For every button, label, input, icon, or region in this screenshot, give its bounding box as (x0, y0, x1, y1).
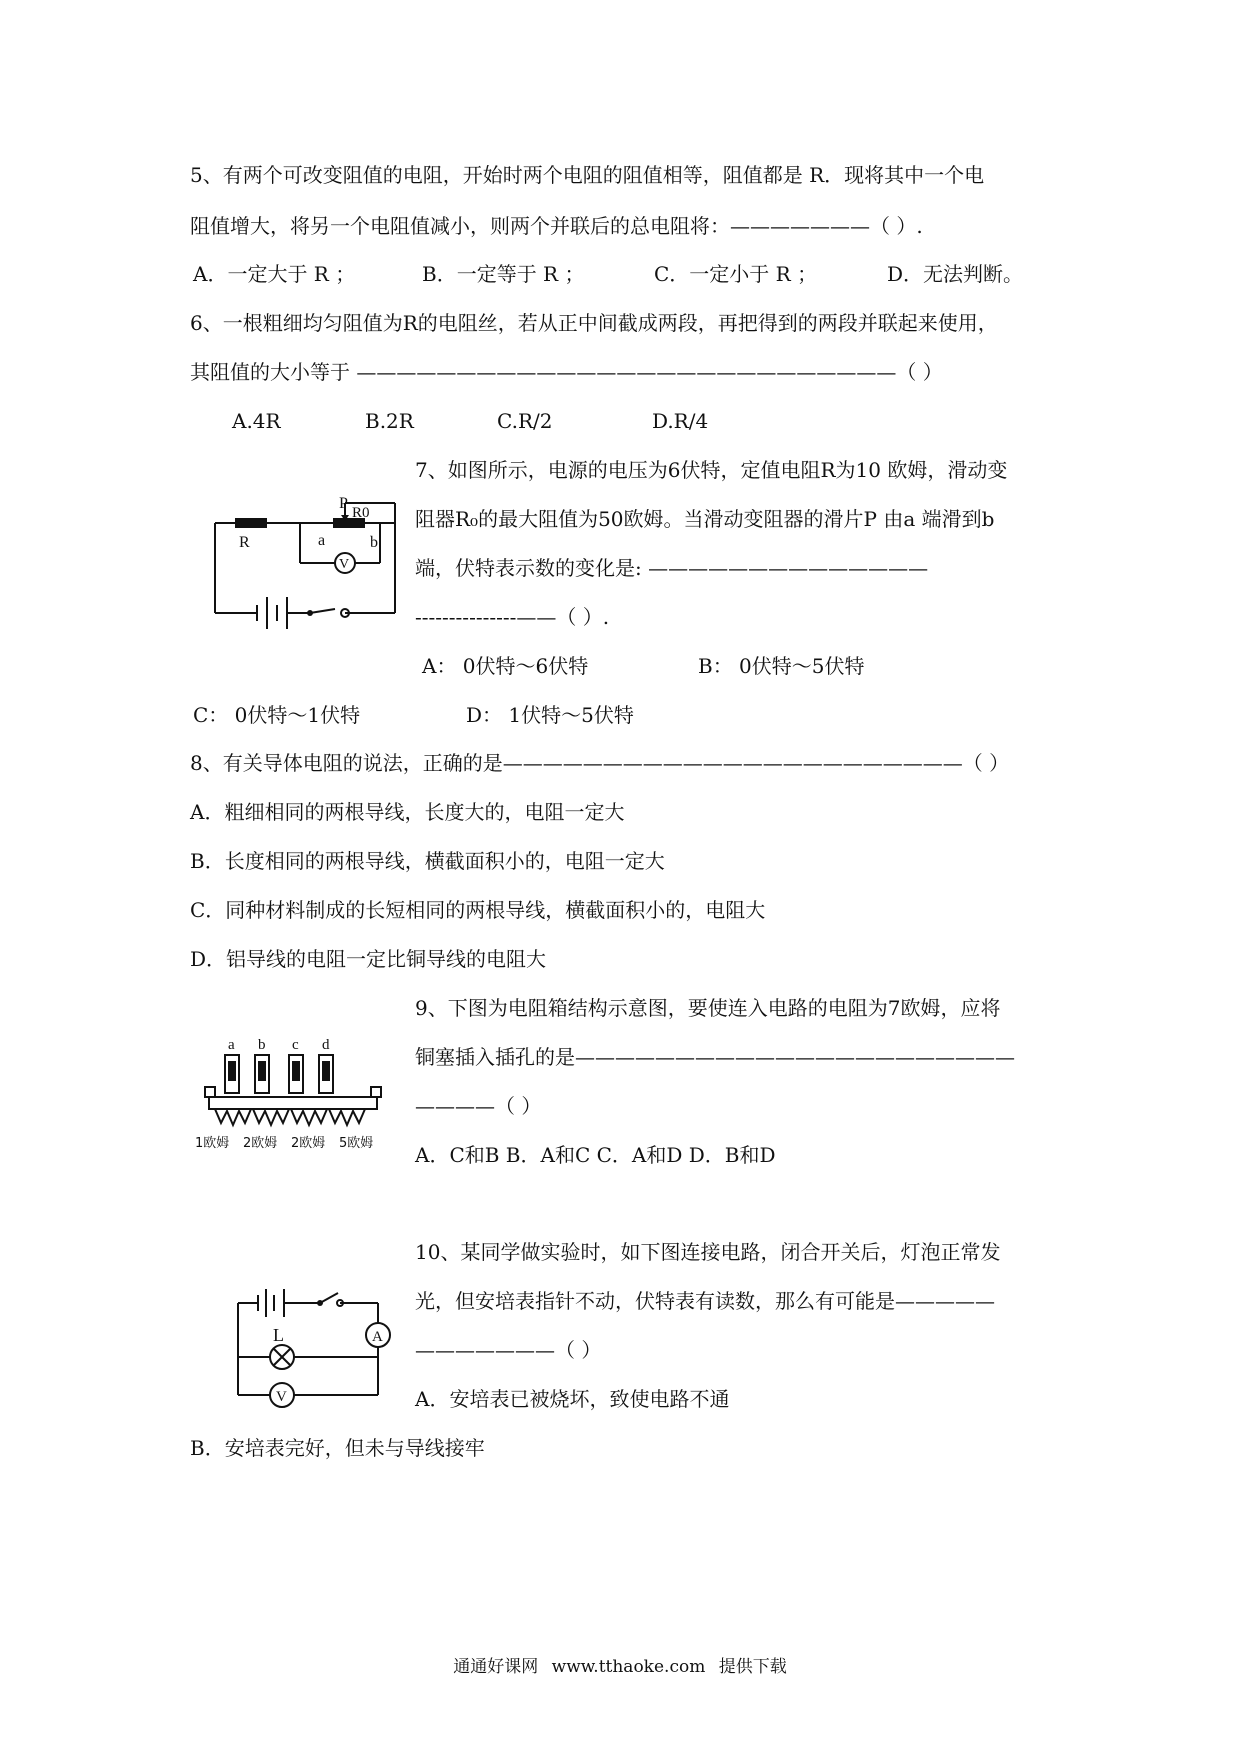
q10-line-2: 光，但安培表指针不动，伏特表有读数，那么有可能是————— (415, 1289, 995, 1313)
q9-resistor-value-3: 2欧姆 (291, 1136, 326, 1151)
q9-label-b: b (258, 1037, 266, 1053)
q5-line-1: 5、有两个可改变阻值的电阻，开始时两个电阻的阻值相等，阻值都是 R．现将其中一个电 (190, 163, 985, 187)
q8-line-1: 8、有关导体电阻的说法，正确的是———————————————————————（ ） (190, 751, 1010, 775)
q7-voltmeter-label: V (339, 557, 350, 572)
q10-voltmeter-label: V (276, 1389, 287, 1405)
q6-option-b: B.2R (365, 409, 414, 433)
q7-line-2: 阻器R₀的最大阻值为50欧姆。当滑动变阻器的滑片P 由a 端滑到b (415, 507, 995, 531)
q10-label-l: L (273, 1325, 284, 1345)
q9-label-a: a (228, 1037, 235, 1053)
q5-option-d: D．无法判断。 (887, 262, 1024, 286)
q9-resistor-value-1: 1欧姆 (195, 1136, 230, 1151)
q9-line-1: 9、下图为电阻箱结构示意图，要使连入电路的电阻为7欧姆，应将 (415, 996, 1001, 1020)
footer-site-name: 通通好课网 (453, 1657, 539, 1677)
q7-label-r0: R0 (352, 505, 370, 521)
q9-label-c: c (292, 1037, 299, 1053)
q9-resistor-value-4: 5欧姆 (339, 1136, 374, 1151)
q10-option-b: B．安培表完好，但未与导线接牢 (190, 1436, 485, 1460)
q6-option-a: A.4R (232, 409, 281, 433)
q10-option-a: A．安培表已被烧坏，致使电路不通 (415, 1387, 730, 1411)
footer-action: 提供下载 (718, 1657, 787, 1677)
page-footer (0, 1652, 1240, 1677)
q9-options: A．C和B B．A和C C．A和D D．B和D (415, 1143, 776, 1167)
q7-option-b: B： 0伏特～5伏特 (698, 654, 865, 678)
q10-line-3: ———————（ ） (415, 1338, 602, 1362)
q8-option-a: A．粗细相同的两根导线，长度大的，电阻一定大 (190, 800, 625, 824)
q8-option-c: C．同种材料制成的长短相同的两根导线，横截面积小的，电阻大 (190, 898, 766, 922)
q6-option-c: C.R/2 (497, 409, 553, 433)
q9-label-d: d (322, 1037, 330, 1053)
q7-option-a: A： 0伏特～6伏特 (422, 654, 589, 678)
q5-line-2: 阻值增大，将另一个电阻值减小，则两个并联后的总电阻将：———————（ ）. (190, 214, 923, 238)
q5-option-a: A．一定大于 R ； (193, 262, 356, 286)
q7-label-r: R (239, 534, 250, 551)
q7-option-c: C： 0伏特～1伏特 (193, 703, 361, 727)
q5-option-c: C．一定小于 R ； (654, 262, 818, 286)
q10-line-1: 10、某同学做实验时，如下图连接电路，闭合开关后，灯泡正常发 (415, 1240, 1001, 1264)
q7-label-p: P (339, 495, 348, 512)
q9-line-3: ————（ ） (415, 1094, 542, 1118)
q8-option-d: D．铝导线的电阻一定比铜导线的电阻大 (190, 947, 547, 971)
footer-url[interactable]: www.tthaoke.com (551, 1657, 706, 1677)
q7-option-d: D： 1伏特～5伏特 (466, 703, 634, 727)
q8-option-b: B．长度相同的两根导线，横截面积小的，电阻一定大 (190, 849, 665, 873)
q6-line-2: 其阻值的大小等于 ———————————————————————————（ ） (190, 360, 943, 384)
q9-line-2: 铜塞插入插孔的是—————————————————————— (415, 1045, 1015, 1069)
q7-line-4: ---------------——（ ）. (415, 605, 610, 629)
q9-resistor-value-2: 2欧姆 (243, 1136, 278, 1151)
q7-line-1: 7、如图所示，电源的电压为6伏特，定值电阻R为10 欧姆，滑动变 (415, 458, 1008, 482)
q7-circuit-diagram (205, 495, 405, 645)
q10-ammeter-label: A (372, 1329, 383, 1345)
q10-circuit-diagram (228, 1285, 408, 1415)
q7-label-a: a (318, 532, 326, 549)
q7-line-3: 端，伏特表示数的变化是: —————————————— (415, 556, 929, 580)
q9-resistance-box-diagram (195, 1035, 395, 1165)
q5-option-b: B．一定等于 R ； (422, 262, 585, 286)
q6-line-1: 6、一根粗细均匀阻值为R的电阻丝，若从正中间截成两段，再把得到的两段并联起来使用， (190, 311, 998, 335)
q7-label-b: b (370, 534, 378, 551)
q6-option-d: D.R/4 (652, 409, 709, 433)
